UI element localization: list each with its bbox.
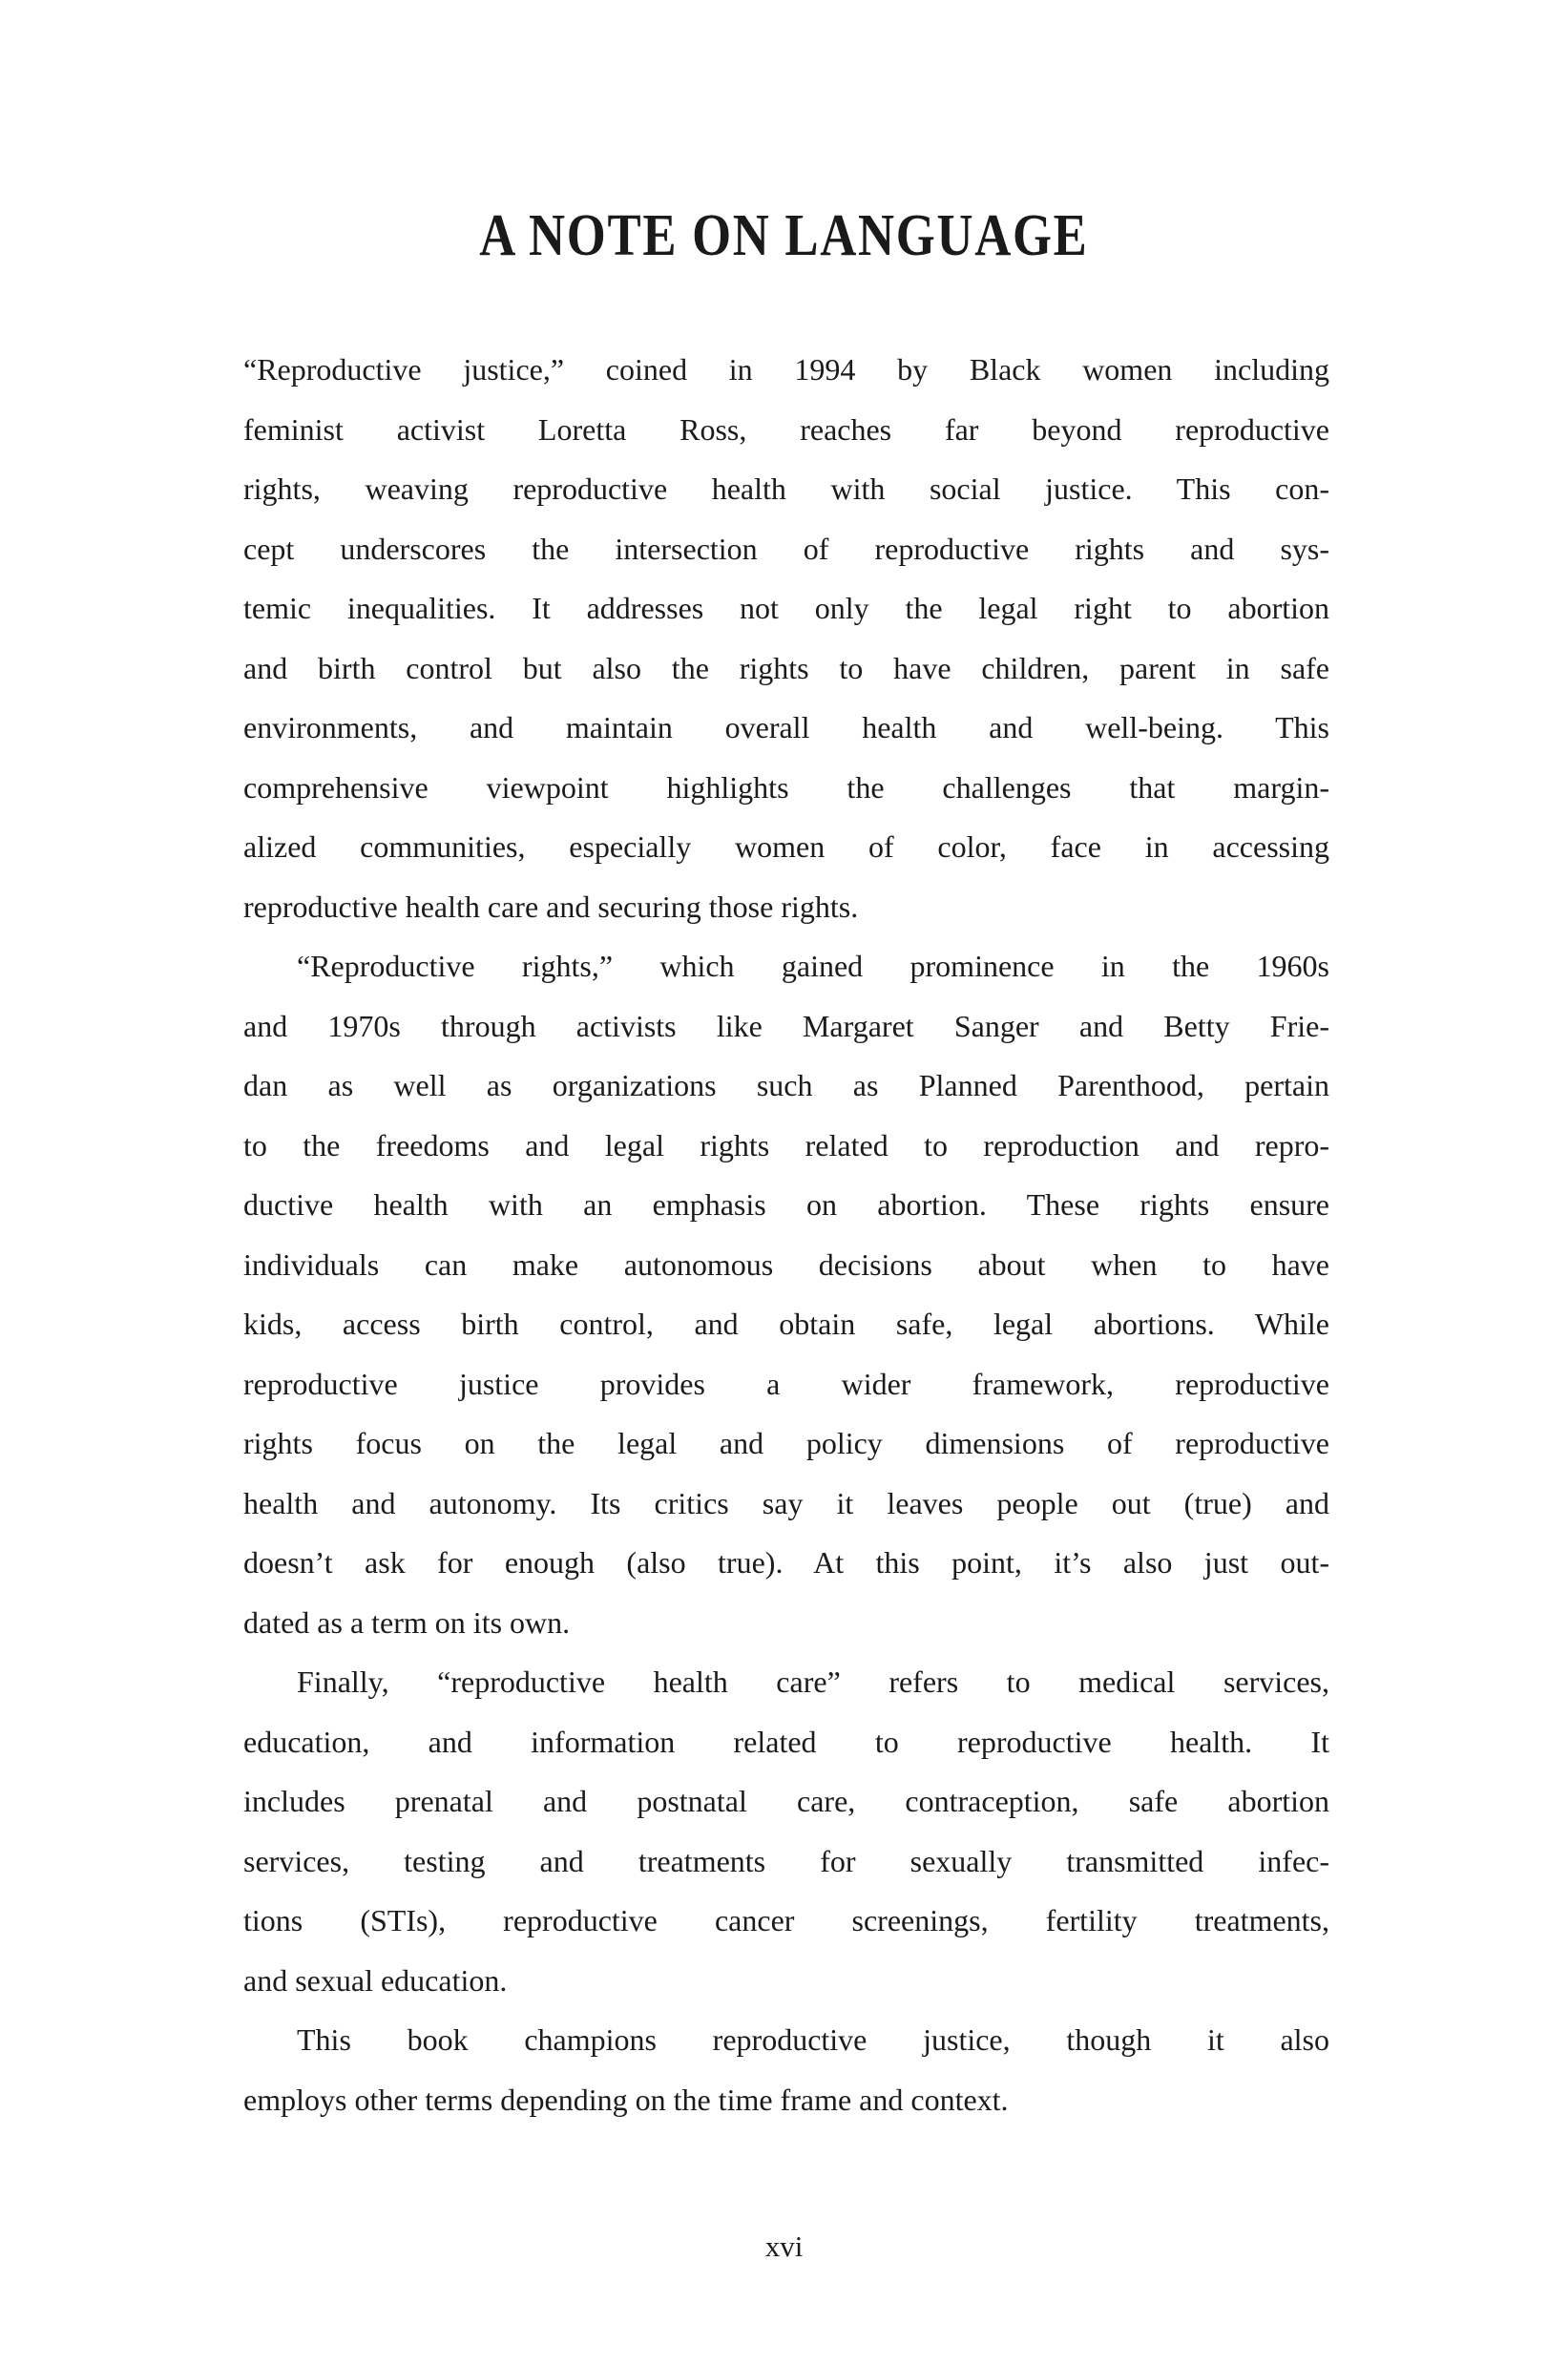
page-number: xvi xyxy=(764,2230,804,2263)
text-line: and sexual education. xyxy=(243,1962,508,1998)
text-line: temic inequalities. It addresses not only the legal right to abortion xyxy=(243,591,1329,625)
text-line: kids, access birth control, and obtain safe, legal abortions. While xyxy=(243,1307,1329,1341)
text-line: “Reproductive justice,” coined in 1994 by Black women including xyxy=(243,352,1329,387)
text-line: doesn’t ask for enough (also true). At this point, it’s also just out- xyxy=(243,1545,1329,1580)
paragraph xyxy=(243,340,1329,936)
paragraph xyxy=(243,2010,1329,2129)
text-line: services, testing and treatments for sexually transmitted infec- xyxy=(243,1843,1329,1878)
paragraph xyxy=(243,936,1329,1652)
text-line: and 1970s through activists like Margaret Sanger and Betty Frie- xyxy=(243,1008,1329,1043)
text-line: individuals can make autonomous decisions about when to have xyxy=(243,1246,1329,1282)
text-line: This book champions reproductive justice, though it also xyxy=(297,2022,1329,2057)
text-block xyxy=(243,340,1329,2129)
text-line: cept underscores the intersection of reproductive rights and sys- xyxy=(243,531,1329,566)
text-line: rights focus on the legal and policy dimensions of reproductive xyxy=(243,1426,1329,1460)
text-line: education, and information related to reproductive health. It xyxy=(243,1724,1329,1759)
chapter-title xyxy=(0,203,1568,268)
text-line: feminist activist Loretta Ross, reaches far beyond reproductive xyxy=(243,411,1329,447)
text-line: dated as a term on its own. xyxy=(243,1604,571,1640)
text-line: includes prenatal and postnatal care, contraception, safe abortion xyxy=(243,1784,1329,1818)
text-line: rights, weaving reproductive health with social justice. This con- xyxy=(243,471,1329,506)
text-line: “Reproductive rights,” which gained prominence in the 1960s xyxy=(297,949,1329,983)
text-line: health and autonomy. Its critics say it leaves people out (true) and xyxy=(243,1485,1329,1520)
chapter-title-text: A NOTE ON LANGUAGE xyxy=(479,203,1089,268)
text-line: and birth control but also the rights to have children, parent in safe xyxy=(243,650,1329,685)
text-line: ductive health with an emphasis on abortion. These rights ensure xyxy=(243,1187,1329,1222)
text-line: Finally, “reproductive health care” refers to medical services, xyxy=(297,1665,1329,1699)
text-line: comprehensive viewpoint highlights the challenges that margin- xyxy=(243,769,1329,805)
text-line: dan as well as organizations such as Planned Parenthood, pertain xyxy=(243,1068,1329,1102)
text-line: tions (STIs), reproductive cancer screenings, fertility treatments, xyxy=(243,1903,1329,1937)
text-line: to the freedoms and legal rights related to reproduction and repro- xyxy=(243,1127,1329,1162)
paragraph xyxy=(243,1652,1329,2010)
text-line: reproductive health care and securing those rights. xyxy=(243,889,859,924)
text-line: alized communities, especially women of color, face in accessing xyxy=(243,829,1329,864)
text-line: environments, and maintain overall health and well-being. This xyxy=(243,710,1329,744)
text-line: employs other terms depending on the time frame and context. xyxy=(243,2082,1009,2117)
text-line: reproductive justice provides a wider framework, reproductive xyxy=(243,1366,1329,1401)
